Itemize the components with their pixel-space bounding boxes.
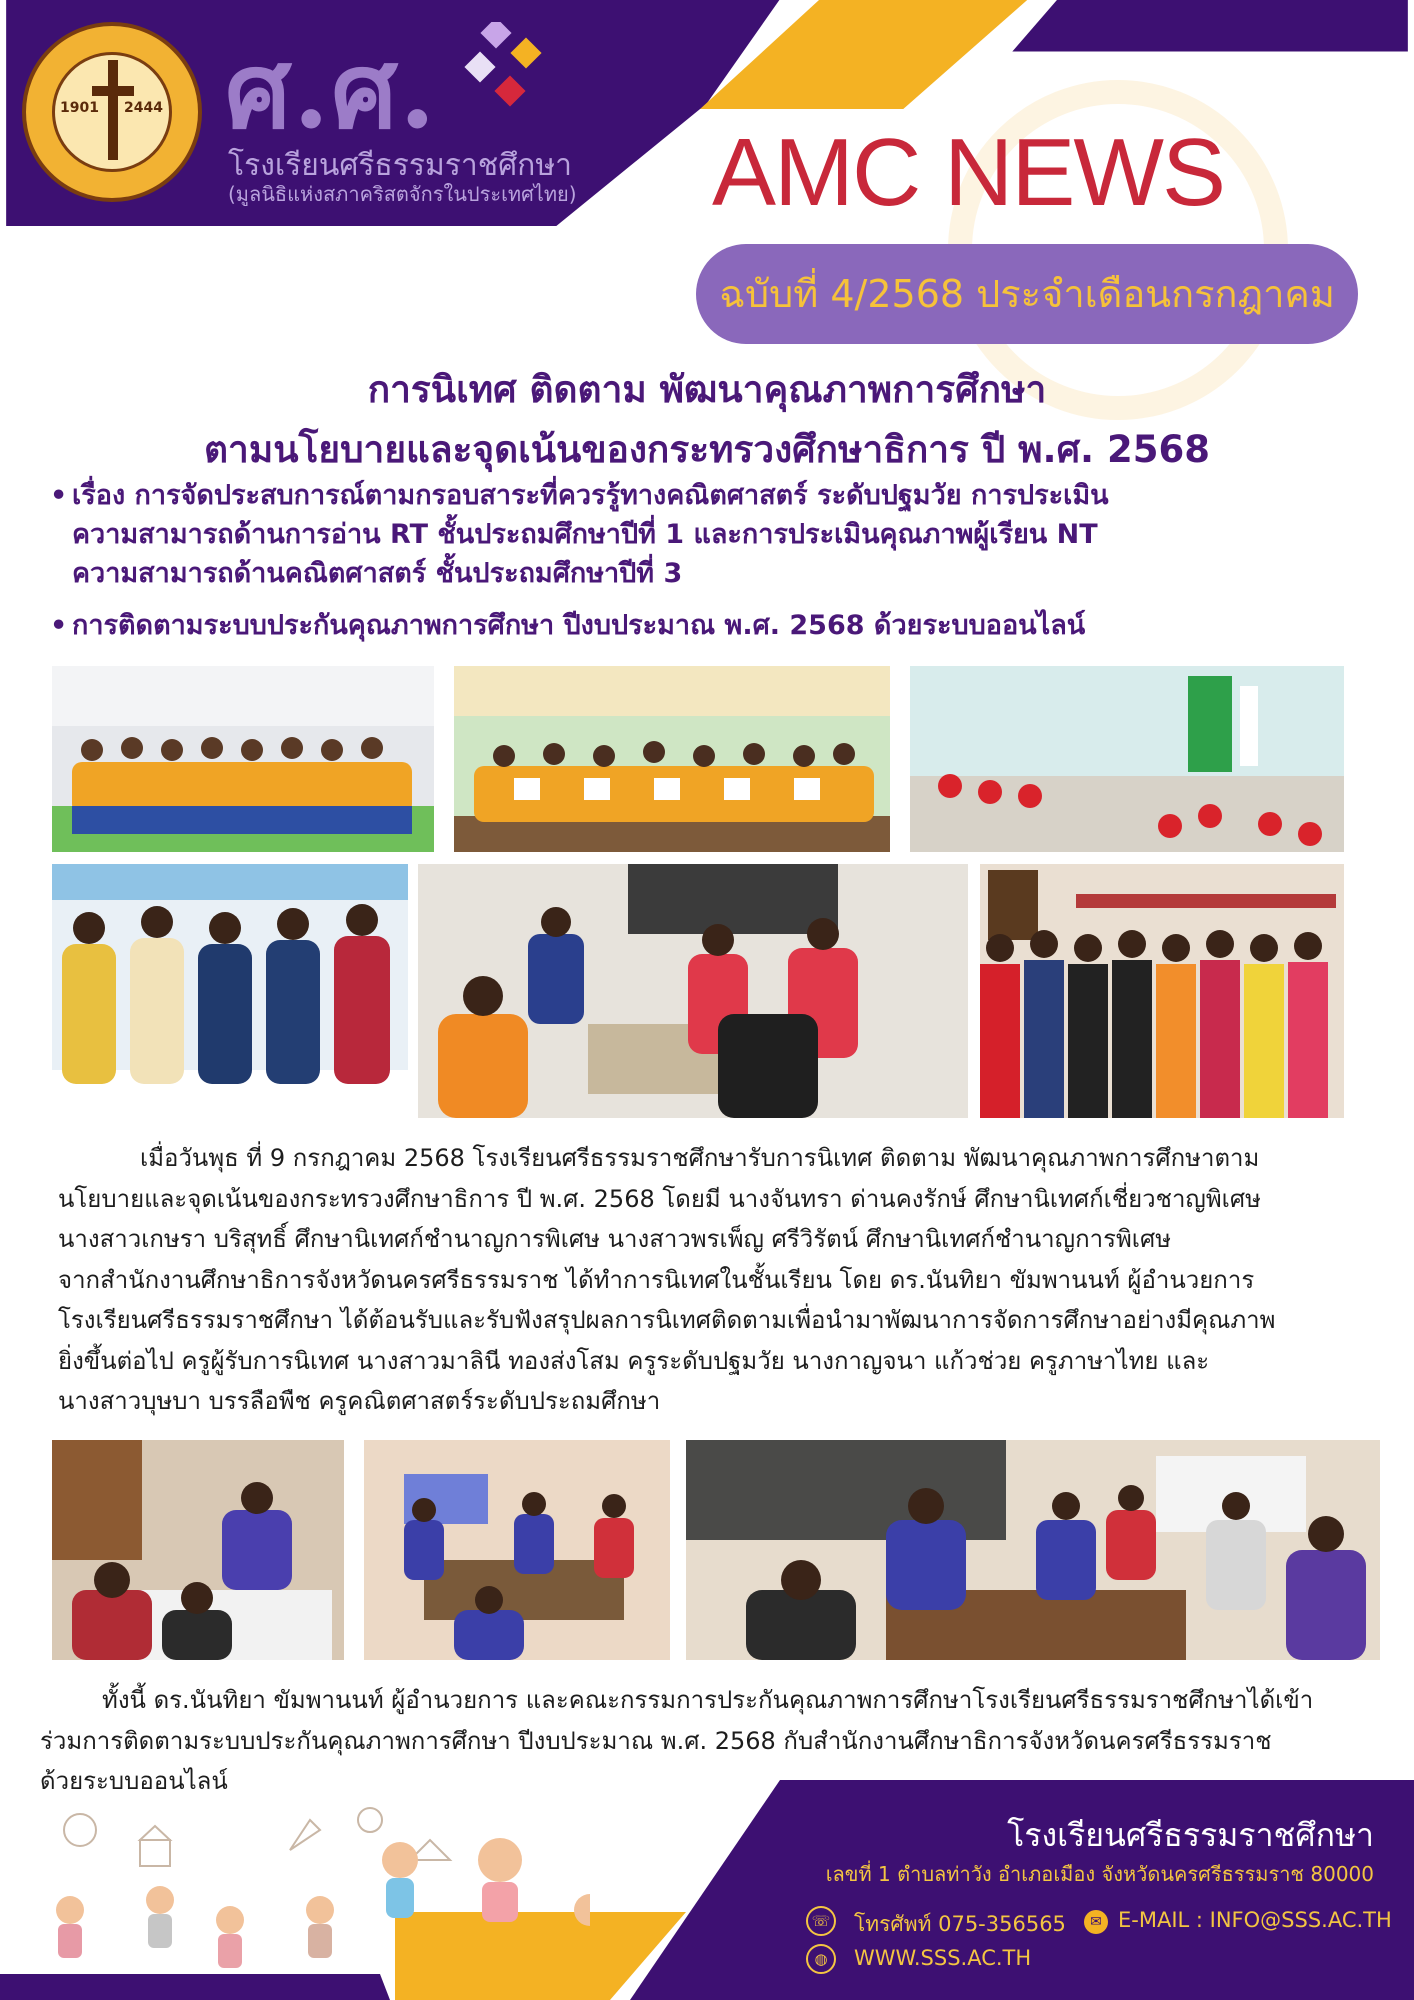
bullet-2-line1: การติดตามระบบประกันคุณภาพการศึกษา ปีงบประมาณ พ.ศ. 2568 ด้วยระบบออนไลน์ bbox=[72, 610, 1086, 641]
committee-meeting-photo bbox=[52, 1440, 344, 1660]
footer-phone: โทรศัพท์ 075-356565 bbox=[854, 1912, 1066, 1936]
students-group-photo bbox=[52, 666, 434, 852]
paragraph-2-line: ทั้งนี้ ดร.นันทิยา ขัมพานนท์ ผู้อำนวยการ และคณะกรรมการประกันคุณภาพการศึกษาโรงเรียนศรีธรรมราชศึกษาได้เข้า bbox=[102, 1686, 1314, 1714]
footer-school-name: โรงเรียนศรีธรรมราชศึกษา bbox=[1007, 1816, 1374, 1854]
bullet-dot-icon: • bbox=[50, 610, 68, 641]
paragraph-1-line: นางสาวบุษบา บรรลือพืช ครูคณิตศาสตร์ระดับประถมศึกษา bbox=[58, 1387, 661, 1415]
article-title-line1: การนิเทศ ติดตาม พัฒนาคุณภาพการศึกษา bbox=[367, 368, 1047, 411]
paragraph-1-line: เมื่อวันพุธ ที่ 9 กรกฎาคม 2568 โรงเรียนศรีธรรมราชศึกษารับการนิเทศ ติดตาม พัฒนาคุณภาพการศึกษาตาม bbox=[140, 1144, 1260, 1172]
supervision-meeting-photo bbox=[418, 864, 968, 1118]
students-holding-cards-photo bbox=[454, 666, 890, 852]
school-name: โรงเรียนศรีธรรมราชศึกษา bbox=[228, 148, 572, 183]
phone-icon: ☏ bbox=[806, 1906, 836, 1936]
bullet-2 bbox=[50, 606, 1390, 645]
footer-address: เลขที่ 1 ตำบลท่าวัง อำเภอเมือง จังหวัดนครศรีธรรมราช 80000 bbox=[825, 1862, 1374, 1886]
footer-email[interactable]: E-MAIL : INFO@SSS.AC.TH bbox=[1118, 1908, 1392, 1932]
paragraph-1 bbox=[58, 1138, 1358, 1422]
paragraph-2-line: ร่วมการติดตามระบบประกันคุณภาพการศึกษา ปีงบประมาณ พ.ศ. 2568 กับสำนักงานศึกษาธิการจังหวัดนครศรีธรรมราช bbox=[40, 1726, 1272, 1755]
paragraph-1-line: ยิ่งขึ้นต่อไป ครูผู้รับการนิเทศ นางสาวมาลินี ทองส่งโสม ครูระดับปฐมวัย นางกาญจนา แก้วช่วย ครูภาษาไทย และ bbox=[58, 1346, 1210, 1375]
kids-drawing-illustration bbox=[30, 1800, 590, 1980]
quality-assurance-meeting-photo bbox=[364, 1440, 670, 1660]
kindergarten-classroom-photo bbox=[910, 666, 1344, 852]
bullet-dot-icon: • bbox=[50, 480, 68, 511]
bullet-1 bbox=[50, 476, 1390, 593]
paragraph-1-line: โรงเรียนศรีธรรมราชศึกษา ได้ต้อนรับและรับฟังสรุปผลการนิเทศติดตามเพื่อนำมาพัฒนาการจัดการศึกษาอย่างมีคุณภาพ bbox=[58, 1306, 1276, 1334]
article-title-line2: ตามนโยบายและจุดเน้นของกระทรวงศึกษาธิการ ปี พ.ศ. 2568 bbox=[204, 428, 1210, 471]
teachers-greeting-photo bbox=[52, 864, 408, 1118]
globe-icon: ◍ bbox=[806, 1944, 836, 1974]
bullet-1-line3: ความสามารถด้านคณิตศาสตร์ ชั้นประถมศึกษาปีที่ 3 bbox=[72, 558, 683, 589]
paragraph-1-line: นโยบายและจุดเน้นของกระทรวงศึกษาธิการ ปี พ.ศ. 2568 โดยมี นางจันทรา ด่านคงรักษ์ ศึกษานิเทศก์เชี่ยวชาญพิเศษ bbox=[58, 1184, 1261, 1213]
newsletter-title: AMC NEWS bbox=[712, 119, 1224, 226]
paragraph-2-line: ด้วยระบบออนไลน์ bbox=[40, 1767, 228, 1795]
foundation-name: (มูลนิธิแห่งสภาคริสตจักรในประเทศไทย) bbox=[228, 182, 577, 206]
brand-letters: ศ.ศ. bbox=[225, 29, 438, 152]
paragraph-1-line: นางสาวเกษรา บริสุทธิ์ ศึกษานิเทศก์ชำนาญการพิเศษ นางสาวพรเพ็ญ ศรีวิรัตน์ ศึกษานิเทศก์ชำนาญการพิเศษ bbox=[58, 1225, 1172, 1253]
logo-year-left: 1901 bbox=[60, 100, 99, 116]
logo-year-right: 2444 bbox=[124, 100, 163, 116]
paragraph-1-line: จากสำนักงานศึกษาธิการจังหวัดนครศรีธรรมราช ได้ทำการนิเทศในชั้นเรียน โดย ดร.นันทิยา ขัมพานนท์ ผู้อำนวยการ bbox=[58, 1265, 1255, 1294]
email-icon: ✉ bbox=[1084, 1910, 1108, 1934]
online-meeting-photo bbox=[686, 1440, 1380, 1660]
brand-diamonds-icon bbox=[455, 22, 555, 122]
bullet-1-line2: ความสามารถด้านการอ่าน RT ชั้นประถมศึกษาปีที่ 1 และการประเมินคุณภาพผู้เรียน NT bbox=[72, 519, 1098, 550]
staff-group-photo bbox=[980, 864, 1344, 1118]
footer-website[interactable]: WWW.SSS.AC.TH bbox=[854, 1946, 1032, 1970]
issue-badge: ฉบับที่ 4/2568 ประจำเดือนกรกฎาคม bbox=[696, 244, 1358, 344]
bullet-1-line1: เรื่อง การจัดประสบการณ์ตามกรอบสาระที่ควรรู้ทางคณิตศาสตร์ ระดับปฐมวัย การประเมิน bbox=[72, 480, 1109, 511]
